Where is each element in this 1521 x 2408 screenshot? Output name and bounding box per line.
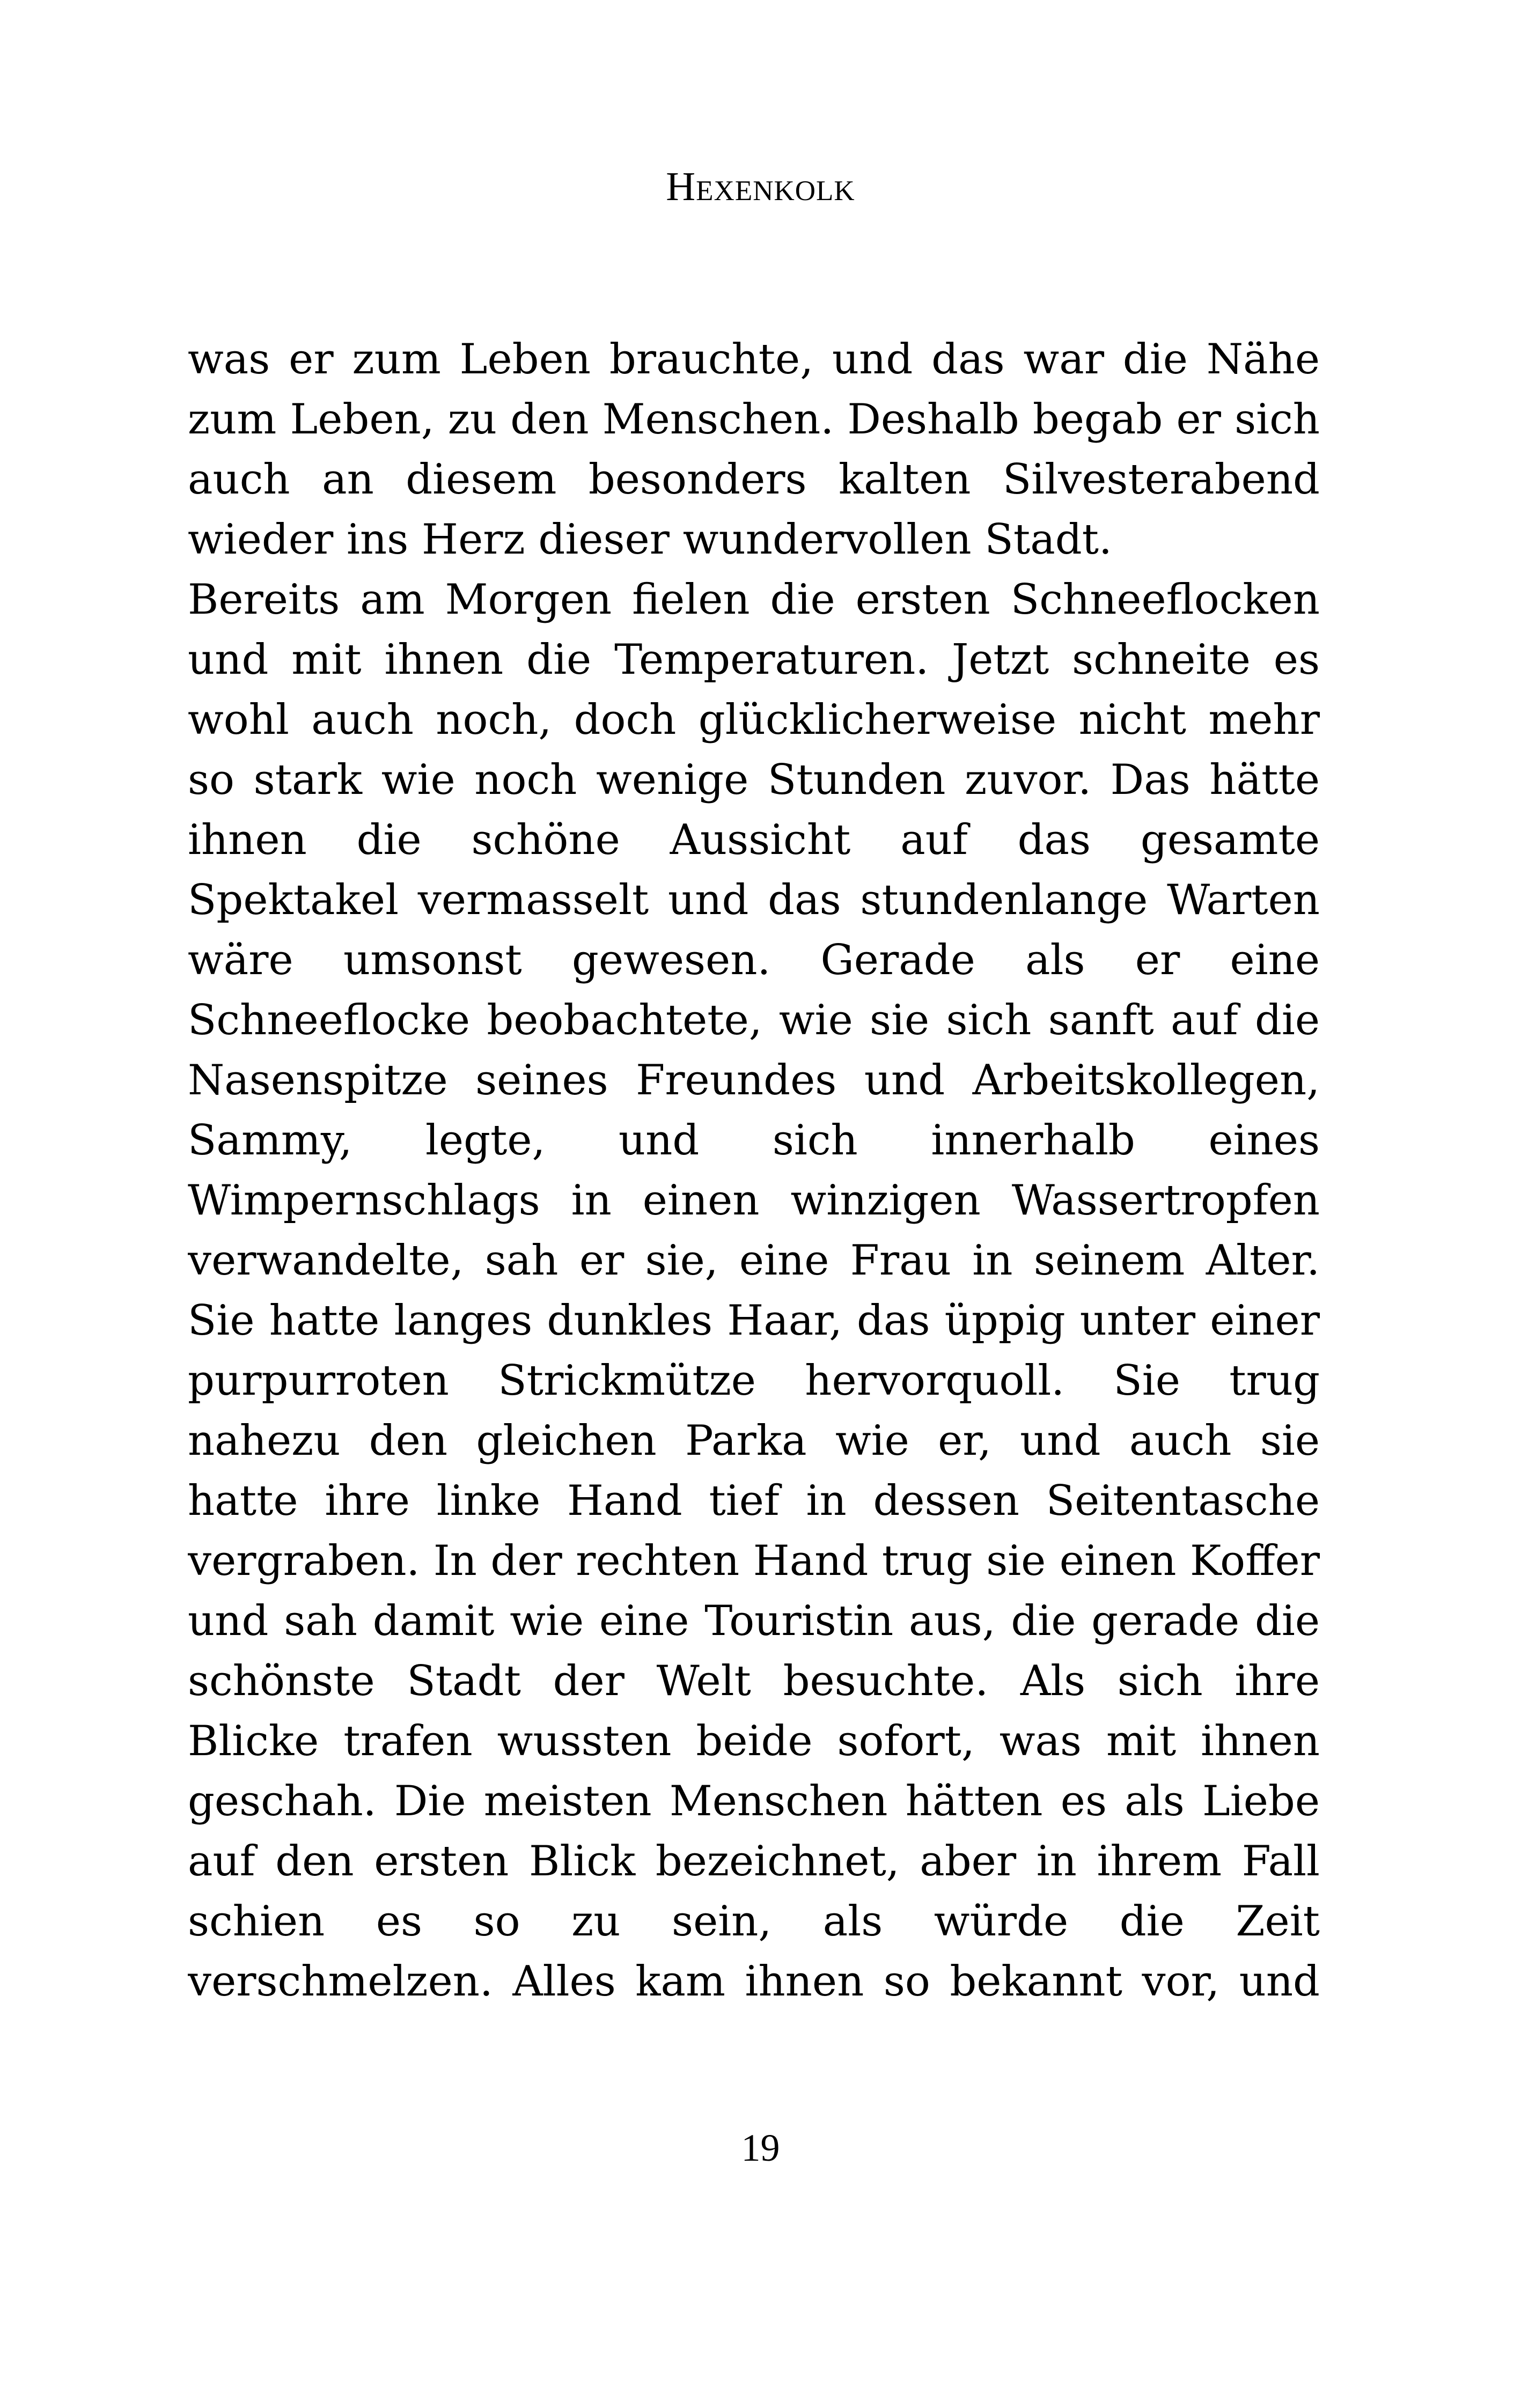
text-line: Sammy, legte, und sich innerhalb eines: [188, 1116, 1320, 1165]
text-line: zum Leben, zu den Menschen. Deshalb begab er sich: [188, 395, 1320, 444]
text-line: wäre umsonst gewesen. Gerade als er eine: [188, 936, 1320, 984]
text-line: auch an diesem besonders kalten Silvesterabend: [188, 455, 1320, 504]
text-line: hatte ihre linke Hand tief in dessen Seitentasche: [188, 1477, 1320, 1525]
text-line: verwandelte, sah er sie, eine Frau in seinem Alter.: [188, 1236, 1320, 1285]
text-line: purpurroten Strickmütze hervorquoll. Sie trug: [188, 1357, 1320, 1405]
text-line: was er zum Leben brauchte, und das war die Nähe: [188, 335, 1320, 384]
text-line: Wimpernschlags in einen winzigen Wassertropfen: [188, 1176, 1320, 1225]
page-number: 19: [741, 2126, 780, 2169]
text-line: wohl auch noch, doch glücklicherweise nicht mehr: [188, 696, 1320, 744]
text-line: Schneeflocke beobachtete, wie sie sich sanft auf die: [188, 996, 1320, 1044]
text-line: Bereits am Morgen fielen die ersten Schneeflocken: [188, 576, 1320, 624]
text-line: auf den ersten Blick bezeichnet, aber in ihrem Fall: [188, 1837, 1320, 1886]
running-header: Hexenkolk: [666, 164, 855, 209]
text-line: und mit ihnen die Temperaturen. Jetzt schneite es: [188, 636, 1320, 684]
text-line: Sie hatte langes dunkles Haar, das üppig unter einer: [188, 1297, 1320, 1345]
text-line: vergraben. In der rechten Hand trug sie einen Koffer: [188, 1537, 1320, 1585]
text-line: Nasenspitze seines Freundes und Arbeitskollegen,: [188, 1056, 1320, 1104]
text-line: so stark wie noch wenige Stunden zuvor. Das hätte: [188, 756, 1320, 804]
text-line: geschah. Die meisten Menschen hätten es als Liebe: [188, 1777, 1320, 1825]
text-line: nahezu den gleichen Parka wie er, und auch sie: [188, 1417, 1320, 1465]
text-line: wieder ins Herz dieser wundervollen Stadt.: [188, 516, 1112, 564]
text-line: Spektakel vermasselt und das stundenlange Warten: [188, 876, 1320, 924]
text-line: und sah damit wie eine Touristin aus, die gerade die: [188, 1597, 1320, 1645]
text-line: schien es so zu sein, als würde die Zeit: [188, 1897, 1320, 1946]
text-line: schönste Stadt der Welt besuchte. Als sich ihre: [188, 1657, 1320, 1705]
text-line: ihnen die schöne Aussicht auf das gesamte: [188, 816, 1320, 864]
body-text: [188, 329, 1320, 2012]
text-line: verschmelzen. Alles kam ihnen so bekannt vor, und: [188, 1957, 1320, 2006]
text-line: Blicke trafen wussten beide sofort, was mit ihnen: [188, 1717, 1320, 1765]
